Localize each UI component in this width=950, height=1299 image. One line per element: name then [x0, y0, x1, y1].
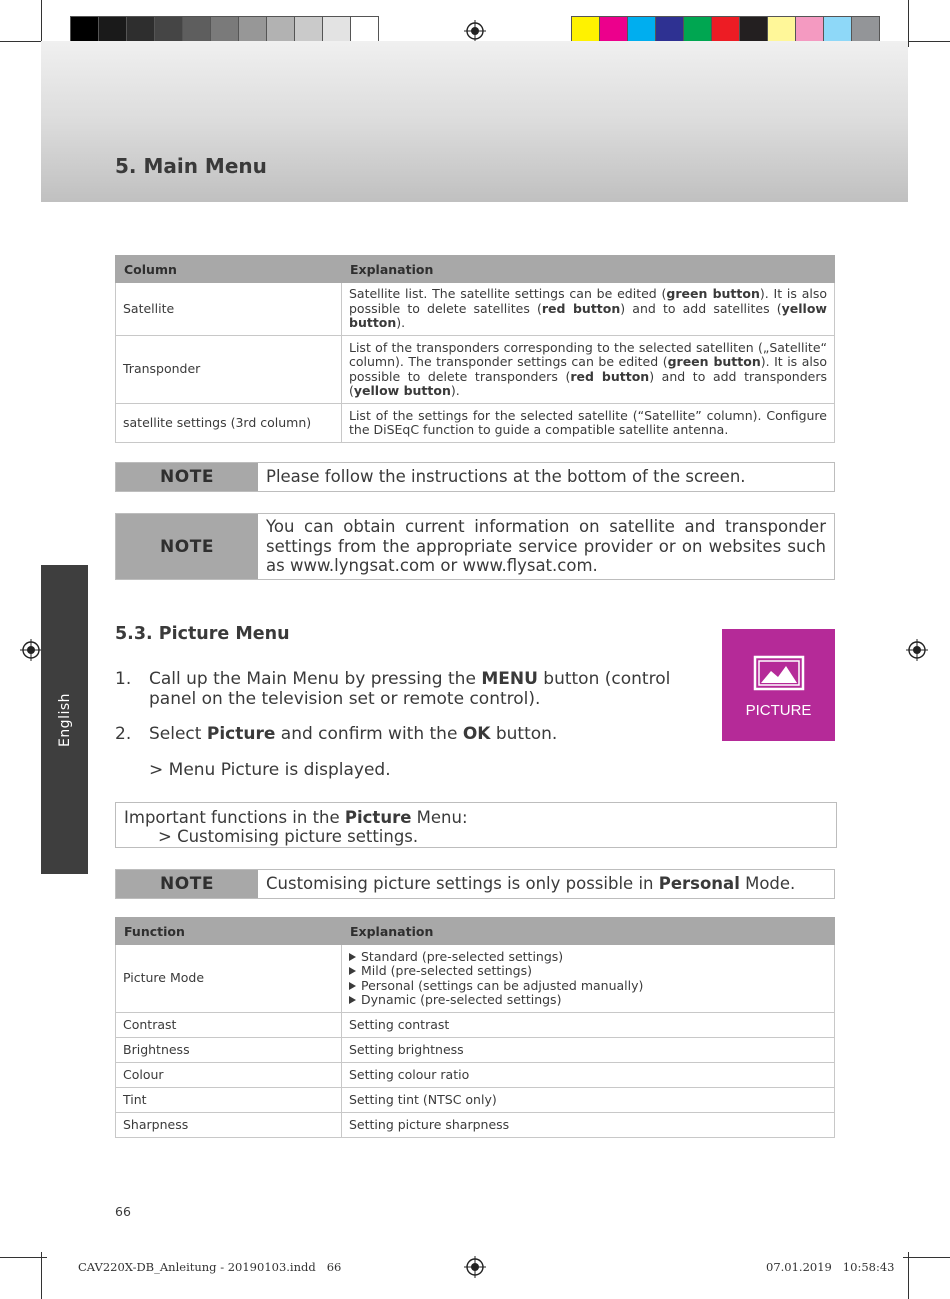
note-text: Please follow the instructions at the bottom of the screen.: [266, 467, 746, 487]
important-functions-box: [115, 802, 837, 848]
crop-mark: [41, 1252, 42, 1299]
function-cell: Brightness: [116, 1038, 342, 1063]
step-result: > Menu Picture is displayed.: [149, 760, 391, 780]
function-cell: Tint: [116, 1088, 342, 1113]
picture-menu-tile: [722, 629, 835, 741]
table-header-row: [116, 256, 835, 283]
step-number: 1.: [115, 669, 132, 689]
table-row: [116, 945, 835, 1013]
explanation-cell: Setting tint (NTSC only): [342, 1088, 835, 1113]
print-slug-timestamp: 07.01.2019 10:58:43: [766, 1260, 895, 1274]
explanation-cell: Setting contrast: [342, 1013, 835, 1038]
crop-mark: [0, 1257, 47, 1258]
table-row: [116, 1088, 835, 1113]
triangle-bullet-icon: [349, 982, 356, 990]
crop-mark: [903, 1257, 950, 1258]
language-side-tab: [41, 565, 88, 874]
column-cell: satellite settings (3rd column): [116, 404, 342, 443]
crop-mark: [0, 41, 47, 42]
explanation-header: Explanation: [342, 256, 835, 283]
triangle-bullet-icon: [349, 996, 356, 1004]
section-title: 5.3. Picture Menu: [115, 624, 290, 644]
note-text: You can obtain current information on satellite and transponder settings from the appropriate service provider or on websites such as www.lyngsat.com or www.flysat.com.: [266, 517, 826, 576]
note-box: [115, 462, 835, 492]
registration-mark-icon: [464, 20, 486, 42]
list-item: Mild (pre-selected settings): [349, 964, 827, 979]
step-number: 2.: [115, 724, 132, 744]
note-label: NOTE: [116, 463, 258, 491]
column-cell: Satellite: [116, 283, 342, 336]
table-row: [116, 404, 835, 443]
crop-mark: [908, 0, 909, 47]
step-text: Select Picture and confirm with the OK button.: [149, 724, 558, 744]
explanation-cell: Setting colour ratio: [342, 1063, 835, 1088]
registration-mark-icon: [464, 1256, 486, 1278]
column-cell: Transponder: [116, 336, 342, 404]
note-label: NOTE: [116, 514, 258, 579]
image-icon: [753, 655, 805, 691]
list-item: Standard (pre-selected settings): [349, 950, 827, 965]
crop-mark: [908, 1252, 909, 1299]
explanation-header: Explanation: [342, 918, 835, 945]
crop-mark: [41, 0, 42, 47]
function-cell: Picture Mode: [116, 945, 342, 1013]
explanation-cell: Satellite list. The satellite settings can be edited (green button). It is also possible to delete satellites (red button) and to add satellites (yellow button).: [342, 283, 835, 336]
table-header-row: [116, 918, 835, 945]
picture-mode-options: [342, 945, 835, 1013]
note-label: NOTE: [116, 870, 258, 898]
registration-mark-icon: [20, 639, 42, 661]
satellite-columns-table: [115, 255, 835, 443]
explanation-cell: List of the transponders corresponding to the selected satelliten („Satellite“ column). The transponder settings can be edited (green button). It is also possible to delete transponders (red button) and to add transponders (yellow button).: [342, 336, 835, 404]
table-row: [116, 1113, 835, 1138]
explanation-cell: List of the settings for the selected satellite (“Satellite” column). Configure the DiSEqC function to guide a compatible satellite antenna.: [342, 404, 835, 443]
function-cell: Contrast: [116, 1013, 342, 1038]
function-header: Function: [116, 918, 342, 945]
table-row: [116, 1013, 835, 1038]
registration-mark-icon: [906, 639, 928, 661]
language-label: English: [56, 692, 73, 747]
note-box: [115, 869, 835, 899]
column-header: Column: [116, 256, 342, 283]
crop-mark: [903, 41, 950, 42]
picture-tile-label: PICTURE: [745, 702, 812, 719]
function-cell: Sharpness: [116, 1113, 342, 1138]
important-subline: > Customising picture settings.: [158, 827, 419, 846]
picture-functions-table: [115, 917, 835, 1138]
print-slug-file: CAV220X-DB_Anleitung - 20190103.indd 66: [78, 1260, 342, 1274]
important-line: Important functions in the Picture Menu:: [124, 808, 468, 827]
explanation-cell: Setting brightness: [342, 1038, 835, 1063]
table-row: [116, 283, 835, 336]
note-text: Customising picture settings is only possible in Personal Mode.: [266, 874, 796, 894]
page-number: 66: [115, 1204, 131, 1219]
table-row: [116, 336, 835, 404]
triangle-bullet-icon: [349, 967, 356, 975]
chapter-title: 5. Main Menu: [115, 154, 267, 178]
list-item: Dynamic (pre-selected settings): [349, 993, 827, 1008]
list-item: Personal (settings can be adjusted manually): [349, 979, 827, 994]
step-text: Call up the Main Menu by pressing the MENU button (control panel on the television set or remote control).: [149, 669, 671, 709]
table-row: [116, 1063, 835, 1088]
explanation-cell: Setting picture sharpness: [342, 1113, 835, 1138]
triangle-bullet-icon: [349, 953, 356, 961]
note-box: [115, 513, 835, 580]
function-cell: Colour: [116, 1063, 342, 1088]
table-row: [116, 1038, 835, 1063]
